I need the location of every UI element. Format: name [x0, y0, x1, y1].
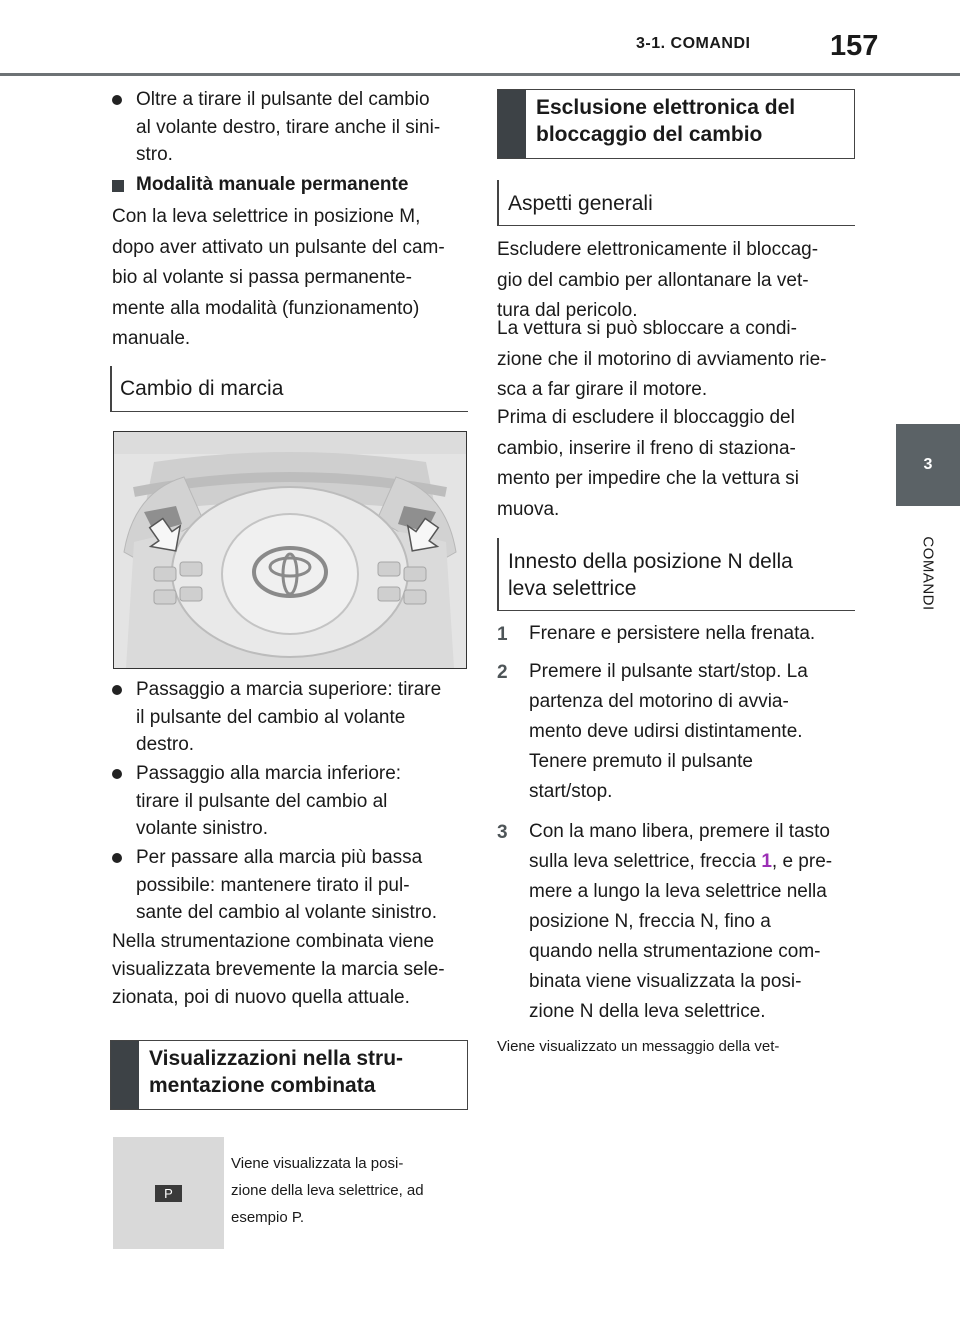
- text-line: Passaggio a marcia superiore: tirare: [136, 679, 442, 700]
- text-line: il pulsante del cambio al volante: [136, 706, 406, 728]
- text-line: partenza del motorino di avvia-: [529, 691, 789, 712]
- manual-mode-text: [112, 202, 445, 355]
- text-fragment: sulla leva selettrice, freccia: [529, 851, 762, 872]
- text-line: destro.: [136, 734, 195, 755]
- display-description: [231, 1150, 424, 1231]
- text-line: bio al volante si passa permanente-: [112, 267, 412, 288]
- unlock-heading: [536, 94, 795, 148]
- text-line: Frenare e persistere nella frenata.: [529, 623, 816, 644]
- heading-bar: [497, 180, 499, 226]
- text-line: mere a lungo la leva selettrice nella: [529, 881, 827, 902]
- general-paragraph-2: [497, 314, 827, 406]
- text-line: [529, 847, 832, 877]
- heading-block: [111, 1041, 139, 1109]
- text-line: tura dal pericolo.: [497, 300, 638, 321]
- bullet-lowest-gear: [136, 844, 437, 927]
- text-line: start/stop.: [529, 781, 613, 802]
- text-line: sca a far girare il motore.: [497, 379, 708, 400]
- text-line: visualizzata brevemente la marcia sele-: [112, 959, 445, 980]
- text-line: Innesto della posizione N della: [508, 550, 793, 573]
- square-marker: [112, 180, 124, 192]
- neutral-heading: [508, 548, 793, 602]
- text-line: La vettura si può sbloccare a condi-: [497, 318, 797, 339]
- text-line: manuale.: [112, 328, 191, 349]
- bullet-dot: [112, 685, 122, 695]
- text-line: zione che il motorino di avviamento rie-: [497, 348, 827, 370]
- heading-block: [498, 90, 526, 158]
- text-line: esempio P.: [231, 1209, 305, 1226]
- text-line: cambio, inserire il freno di staziona-: [497, 437, 796, 459]
- page-number: 157: [830, 30, 879, 62]
- step-number: 1: [497, 624, 508, 645]
- chapter-tab: [896, 424, 960, 506]
- text-line: posizione N, freccia N, fino a: [529, 911, 771, 932]
- general-heading: Aspetti generali: [508, 192, 653, 215]
- gear-change-heading: Cambio di marcia: [120, 377, 284, 400]
- display-preview: [113, 1137, 224, 1249]
- step-number: 3: [497, 822, 508, 843]
- display-heading-box: [110, 1040, 468, 1110]
- text-line: bloccaggio del cambio: [536, 123, 763, 146]
- chapter-number: 3: [923, 456, 933, 473]
- bullet-paddle-both: [136, 86, 440, 169]
- text-line: sante del cambio al volante sinistro.: [136, 902, 437, 923]
- steering-wheel-illustration: [113, 431, 467, 669]
- text-line: al volante destro, tirare anche il sini-: [136, 116, 441, 138]
- final-line: Viene visualizzato un messaggio della vet-: [497, 1038, 780, 1055]
- step-number: 2: [497, 662, 508, 683]
- text-line: Passaggio alla marcia inferiore:: [136, 763, 402, 784]
- text-line: quando nella strumentazione com-: [529, 941, 821, 962]
- text-line: tirare il pulsante del cambio al: [136, 790, 388, 812]
- text-line: leva selettrice: [508, 577, 637, 600]
- text-line: Tenere premuto il pulsante: [529, 751, 753, 772]
- text-line: gio del cambio per allontanare la vet-: [497, 269, 809, 291]
- display-note: [112, 928, 445, 1012]
- chapter-label: COMANDI: [919, 536, 937, 611]
- text-fragment: , e pre-: [771, 851, 833, 872]
- step-2-text: [529, 657, 808, 807]
- text-line: Con la leva selettrice in posizione M,: [112, 206, 421, 227]
- text-line: dopo aver attivato un pulsante del cam-: [112, 236, 445, 258]
- arrow-reference: 1: [761, 851, 772, 872]
- heading-rule: [497, 610, 855, 611]
- bullet-upshift: [136, 676, 441, 759]
- manual-mode-heading: Modalità manuale permanente: [136, 174, 409, 195]
- text-line: zionata, poi di nuovo quella attuale.: [112, 987, 410, 1008]
- text-line: Prima di escludere il bloccaggio del: [497, 407, 795, 428]
- text-line: stro.: [136, 144, 173, 165]
- step-3-text: [529, 817, 832, 1027]
- text-line: Nella strumentazione combinata viene: [112, 931, 435, 952]
- text-line: mentazione combinata: [149, 1074, 376, 1097]
- text-line: Premere il pulsante start/stop. La: [529, 661, 808, 682]
- section-title: 3-1. COMANDI: [636, 35, 751, 52]
- text-line: mento per impedire che la vettura si: [497, 468, 800, 489]
- text-line: Esclusione elettronica del: [536, 96, 796, 119]
- text-line: Escludere elettronicamente il bloccag-: [497, 239, 819, 260]
- heading-rule: [497, 225, 855, 226]
- text-line: Viene visualizzata la posi-: [231, 1155, 404, 1172]
- text-line: zione della leva selettrice, ad: [231, 1182, 424, 1199]
- header-rule: [0, 73, 960, 76]
- general-paragraph-1: [497, 235, 818, 327]
- text-line: zione N della leva selettrice.: [529, 1001, 766, 1022]
- text-line: Per passare alla marcia più bassa: [136, 847, 423, 868]
- gear-p-indicator: P: [155, 1185, 182, 1202]
- unlock-heading-box: [497, 89, 855, 159]
- text-line: binata viene visualizzata la posi-: [529, 971, 802, 992]
- text-line: mento deve udirsi distintamente.: [529, 721, 803, 742]
- text-line: Con la mano libera, premere il tasto: [529, 821, 830, 842]
- steering-wheel-drawing: [114, 432, 466, 668]
- heading-bar: [497, 538, 499, 611]
- text-line: Oltre a tirare il pulsante del cambio: [136, 89, 430, 110]
- heading-rule: [110, 411, 468, 412]
- general-paragraph-3: [497, 403, 799, 525]
- bullet-dot: [112, 769, 122, 779]
- bullet-dot: [112, 853, 122, 863]
- text-line: volante sinistro.: [136, 818, 269, 839]
- text-line: Visualizzazioni nella stru-: [149, 1047, 404, 1070]
- bullet-downshift: [136, 760, 401, 843]
- heading-bar: [110, 366, 112, 412]
- text-line: muova.: [497, 498, 560, 520]
- display-heading: [149, 1045, 403, 1099]
- step-1-text: [529, 619, 815, 649]
- text-line: possibile: mantenere tirato il pul-: [136, 874, 410, 896]
- text-line: mente alla modalità (funzionamento): [112, 297, 420, 319]
- bullet-dot: [112, 95, 122, 105]
